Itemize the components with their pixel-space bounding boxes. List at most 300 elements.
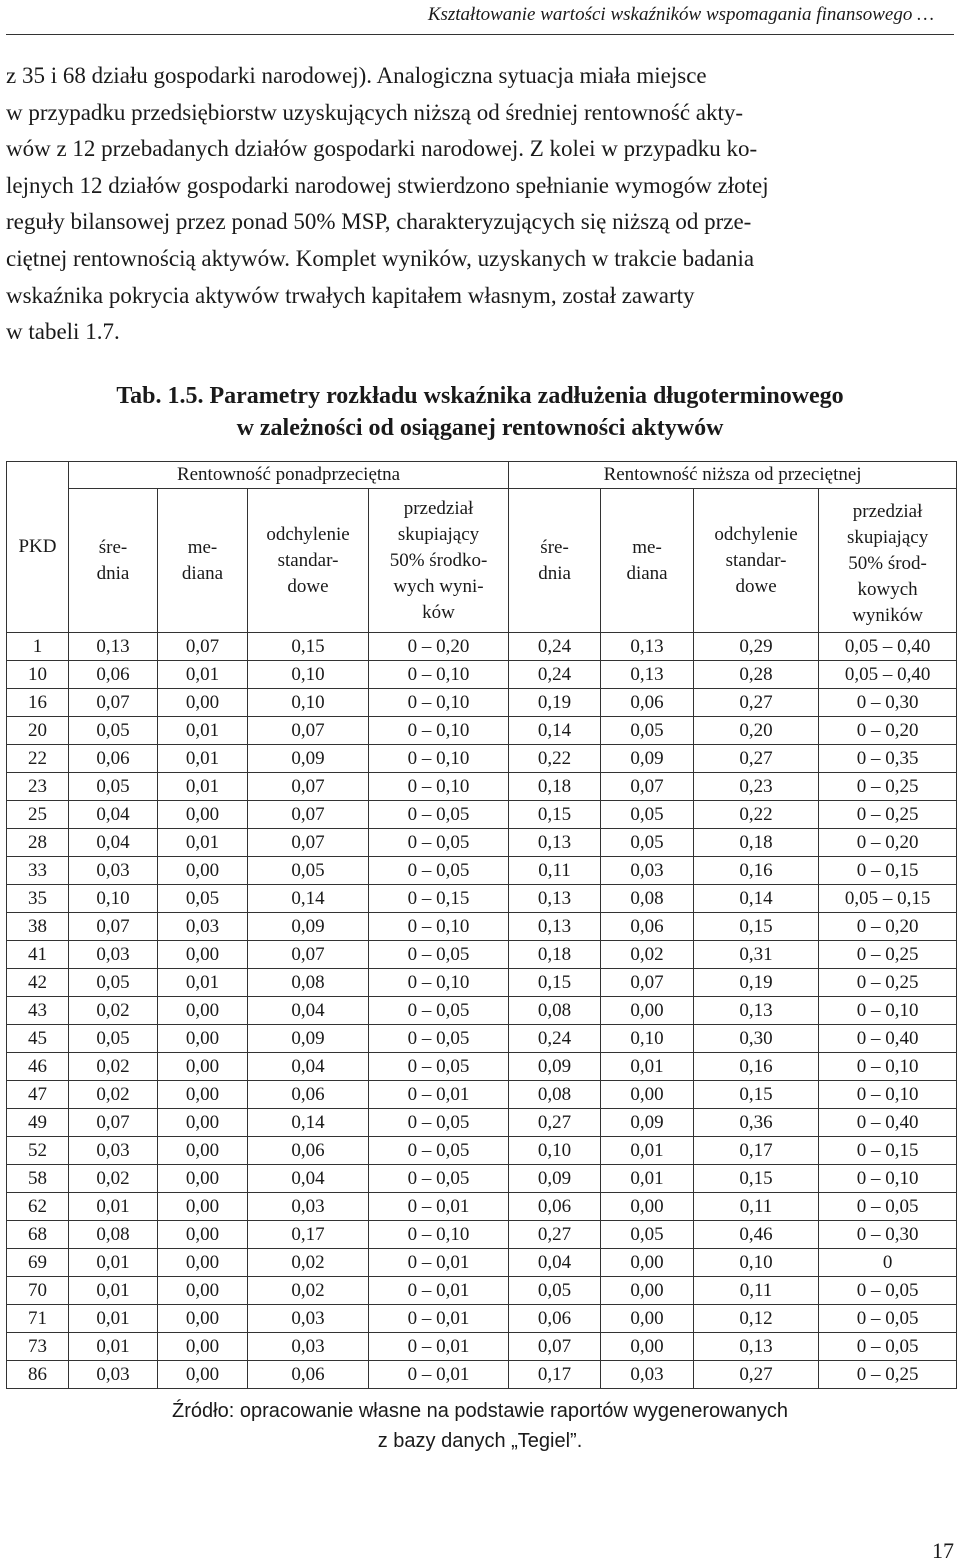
table-row (7, 1109, 957, 1137)
page-number: 17 (932, 1538, 954, 1563)
pkd-cell: 23 (7, 773, 69, 801)
value-cell: 0 – 0,05 (819, 1277, 957, 1305)
header-group-below-average: Rentowność niższa od przeciętnej (509, 462, 957, 489)
value-cell: 0,22 (509, 745, 601, 773)
source-line: Źródło: opracowanie własne na podstawie raportów wygenerowanych (172, 1400, 788, 1422)
value-cell: 0,07 (509, 1333, 601, 1361)
value-cell: 0,17 (509, 1361, 601, 1389)
table-row (7, 857, 957, 885)
value-cell: 0,01 (158, 969, 248, 997)
pkd-cell: 22 (7, 745, 69, 773)
value-cell: 0,00 (601, 997, 694, 1025)
value-cell: 0,10 (248, 661, 369, 689)
value-cell: 0 – 0,01 (369, 1361, 509, 1389)
pkd-cell: 16 (7, 689, 69, 717)
caption-line: Tab. 1.5. Parametry rozkładu wskaźnika zadłużenia długoterminowego (116, 383, 844, 409)
pkd-cell: 20 (7, 717, 69, 745)
value-cell: 0,27 (694, 745, 819, 773)
value-cell: 0,08 (509, 997, 601, 1025)
table-row (7, 1305, 957, 1333)
value-cell: 0,28 (694, 661, 819, 689)
value-cell: 0 – 0,25 (819, 941, 957, 969)
value-cell: 0,08 (601, 885, 694, 913)
value-cell: 0,00 (158, 1025, 248, 1053)
value-cell: 0,30 (694, 1025, 819, 1053)
pkd-cell: 35 (7, 885, 69, 913)
pkd-cell: 45 (7, 1025, 69, 1053)
value-cell: 0,10 (69, 885, 158, 913)
value-cell: 0,13 (694, 1333, 819, 1361)
value-cell: 0,14 (694, 885, 819, 913)
value-cell: 0 – 0,10 (369, 773, 509, 801)
value-cell: 0,08 (69, 1221, 158, 1249)
value-cell: 0,10 (601, 1025, 694, 1053)
value-cell: 0,02 (69, 1053, 158, 1081)
pkd-cell: 62 (7, 1193, 69, 1221)
value-cell: 0,11 (694, 1277, 819, 1305)
value-cell: 0,01 (158, 773, 248, 801)
table-row (7, 773, 957, 801)
value-cell: 0,31 (694, 941, 819, 969)
value-cell: 0 – 0,10 (819, 997, 957, 1025)
value-cell: 0,07 (69, 913, 158, 941)
value-cell: 0,00 (158, 1361, 248, 1389)
value-cell: 0 – 0,10 (819, 1053, 957, 1081)
value-cell: 0,09 (601, 1109, 694, 1137)
value-cell: 0,15 (694, 913, 819, 941)
pkd-cell: 33 (7, 857, 69, 885)
value-cell: 0,00 (158, 1249, 248, 1277)
header-interval: przedział skupiający 50% środ- kowych wyników (819, 489, 957, 633)
value-cell: 0,01 (69, 1193, 158, 1221)
value-cell: 0,19 (509, 689, 601, 717)
pkd-cell: 86 (7, 1361, 69, 1389)
value-cell: 0,06 (69, 661, 158, 689)
header-median: me- diana (601, 489, 694, 633)
value-cell: 0 – 0,05 (819, 1305, 957, 1333)
value-cell: 0,09 (509, 1165, 601, 1193)
value-cell: 0,11 (509, 857, 601, 885)
table-row (7, 913, 957, 941)
value-cell: 0,24 (509, 633, 601, 661)
value-cell: 0,02 (69, 1081, 158, 1109)
source-note (0, 1396, 960, 1456)
value-cell: 0,01 (69, 1249, 158, 1277)
value-cell: 0,18 (509, 941, 601, 969)
value-cell: 0,27 (694, 689, 819, 717)
value-cell: 0,06 (248, 1361, 369, 1389)
pkd-cell: 68 (7, 1221, 69, 1249)
table-row (7, 969, 957, 997)
value-cell: 0,01 (601, 1137, 694, 1165)
value-cell: 0,01 (158, 717, 248, 745)
header-interval: przedział skupiający 50% środko- wych wyni- ków (369, 489, 509, 633)
table-row (7, 1249, 957, 1277)
value-cell: 0 – 0,25 (819, 801, 957, 829)
value-cell: 0 – 0,10 (369, 745, 509, 773)
table-row (7, 1137, 957, 1165)
value-cell: 0 – 0,10 (819, 1081, 957, 1109)
table-row (7, 1025, 957, 1053)
value-cell: 0,02 (69, 997, 158, 1025)
table-row (7, 997, 957, 1025)
value-cell: 0,03 (601, 1361, 694, 1389)
value-cell: 0,05 (69, 969, 158, 997)
body-line: reguły bilansowej przez ponad 50% MSP, charakteryzujących się niższą od prze- (6, 209, 752, 235)
value-cell: 0,06 (601, 913, 694, 941)
value-cell: 0,09 (248, 1025, 369, 1053)
value-cell: 0,04 (248, 1053, 369, 1081)
value-cell: 0,13 (509, 829, 601, 857)
value-cell: 0 – 0,01 (369, 1249, 509, 1277)
table-row (7, 941, 957, 969)
pkd-cell: 73 (7, 1333, 69, 1361)
value-cell: 0,13 (601, 661, 694, 689)
value-cell: 0,00 (158, 997, 248, 1025)
source-line: z bazy danych „Tegiel”. (377, 1430, 583, 1452)
value-cell: 0,46 (694, 1221, 819, 1249)
value-cell: 0,01 (69, 1305, 158, 1333)
header-mean: śre- dnia (69, 489, 158, 633)
value-cell: 0,07 (601, 969, 694, 997)
value-cell: 0,00 (158, 689, 248, 717)
body-line: ciętnej rentownością aktywów. Komplet wyników, uzyskanych w trakcie badania (6, 245, 755, 271)
value-cell: 0,00 (158, 1333, 248, 1361)
value-cell: 0,00 (601, 1193, 694, 1221)
value-cell: 0,09 (509, 1053, 601, 1081)
value-cell: 0,03 (248, 1333, 369, 1361)
pkd-cell: 1 (7, 633, 69, 661)
pkd-cell: 43 (7, 997, 69, 1025)
value-cell: 0 – 0,10 (819, 1165, 957, 1193)
value-cell: 0,01 (601, 1165, 694, 1193)
value-cell: 0,01 (158, 829, 248, 857)
value-cell: 0 – 0,05 (819, 1333, 957, 1361)
pkd-cell: 38 (7, 913, 69, 941)
table-row (7, 1053, 957, 1081)
value-cell: 0 – 0,05 (369, 1165, 509, 1193)
value-cell: 0,15 (248, 633, 369, 661)
value-cell: 0,22 (694, 801, 819, 829)
header-median: me- diana (158, 489, 248, 633)
value-cell: 0,05 (601, 717, 694, 745)
body-line: w przypadku przedsiębiorstw uzyskujących niższą od średniej rentowność akty- (6, 99, 744, 125)
value-cell: 0 – 0,05 (819, 1193, 957, 1221)
value-cell: 0,00 (158, 1277, 248, 1305)
pkd-cell: 71 (7, 1305, 69, 1333)
value-cell: 0 – 0,35 (819, 745, 957, 773)
value-cell: 0,05 – 0,15 (819, 885, 957, 913)
value-cell: 0,04 (69, 801, 158, 829)
value-cell: 0 – 0,01 (369, 1193, 509, 1221)
value-cell: 0,00 (158, 1137, 248, 1165)
value-cell: 0,15 (509, 801, 601, 829)
pkd-cell: 47 (7, 1081, 69, 1109)
value-cell: 0,01 (69, 1333, 158, 1361)
value-cell: 0,00 (158, 1165, 248, 1193)
value-cell: 0,27 (509, 1109, 601, 1137)
value-cell: 0,01 (69, 1277, 158, 1305)
table-row (7, 689, 957, 717)
value-cell: 0,13 (601, 633, 694, 661)
table-row (7, 1081, 957, 1109)
pkd-cell: 41 (7, 941, 69, 969)
body-line-last: w tabeli 1.7. (6, 319, 120, 345)
value-cell: 0,01 (601, 1053, 694, 1081)
value-cell: 0 – 0,40 (819, 1025, 957, 1053)
statistics-table (6, 461, 957, 1389)
value-cell: 0,27 (694, 1361, 819, 1389)
pkd-cell: 10 (7, 661, 69, 689)
value-cell: 0,00 (158, 1305, 248, 1333)
value-cell: 0,00 (158, 857, 248, 885)
value-cell: 0 – 0,05 (369, 1053, 509, 1081)
value-cell: 0,00 (158, 1221, 248, 1249)
body-line: z 35 i 68 działu gospodarki narodowej). Analogiczna sytuacja miała miejsce (6, 63, 707, 88)
value-cell: 0 – 0,20 (819, 829, 957, 857)
value-cell: 0,19 (694, 969, 819, 997)
caption-line: w zależności od osiąganej rentowności aktywów (236, 415, 724, 441)
value-cell: 0,10 (248, 689, 369, 717)
value-cell: 0,23 (694, 773, 819, 801)
value-cell: 0 – 0,20 (819, 717, 957, 745)
pkd-cell: 46 (7, 1053, 69, 1081)
value-cell: 0 – 0,10 (369, 717, 509, 745)
value-cell: 0,04 (509, 1249, 601, 1277)
value-cell: 0,05 (601, 1221, 694, 1249)
table-row (7, 1165, 957, 1193)
value-cell: 0,07 (69, 689, 158, 717)
pkd-cell: 49 (7, 1109, 69, 1137)
value-cell: 0 – 0,10 (369, 1221, 509, 1249)
value-cell: 0,00 (601, 1277, 694, 1305)
value-cell: 0,13 (69, 633, 158, 661)
value-cell: 0,07 (158, 633, 248, 661)
value-cell: 0,03 (601, 857, 694, 885)
value-cell: 0,04 (248, 997, 369, 1025)
body-line: lejnych 12 działów gospodarki narodowej stwierdzono spełnianie wymogów złotej (6, 172, 769, 198)
value-cell: 0,00 (158, 1109, 248, 1137)
value-cell: 0,00 (158, 1081, 248, 1109)
value-cell: 0,03 (69, 941, 158, 969)
value-cell: 0 – 0,01 (369, 1333, 509, 1361)
pkd-cell: 52 (7, 1137, 69, 1165)
value-cell: 0,13 (509, 885, 601, 913)
value-cell: 0 – 0,01 (369, 1305, 509, 1333)
value-cell: 0 – 0,20 (369, 633, 509, 661)
value-cell: 0,05 (509, 1277, 601, 1305)
value-cell: 0,04 (69, 829, 158, 857)
value-cell: 0 – 0,25 (819, 1361, 957, 1389)
body-line: wskaźnika pokrycia aktywów trwałych kapitałem własnym, został zawarty (6, 282, 695, 308)
table-row (7, 829, 957, 857)
value-cell: 0,00 (158, 1053, 248, 1081)
body-paragraph (6, 58, 954, 351)
value-cell: 0,03 (158, 913, 248, 941)
value-cell: 0,02 (248, 1249, 369, 1277)
value-cell: 0,02 (69, 1165, 158, 1193)
value-cell: 0,15 (694, 1081, 819, 1109)
value-cell: 0,08 (509, 1081, 601, 1109)
value-cell: 0 – 0,10 (369, 969, 509, 997)
value-cell: 0,02 (601, 941, 694, 969)
table-row (7, 1193, 957, 1221)
value-cell: 0 – 0,25 (819, 773, 957, 801)
value-cell: 0,02 (248, 1277, 369, 1305)
table-row (7, 1333, 957, 1361)
value-cell: 0 – 0,10 (369, 689, 509, 717)
table-body (7, 633, 957, 1389)
value-cell: 0,15 (694, 1165, 819, 1193)
value-cell: 0,00 (601, 1333, 694, 1361)
value-cell: 0,00 (158, 941, 248, 969)
pkd-cell: 28 (7, 829, 69, 857)
pkd-cell: 58 (7, 1165, 69, 1193)
value-cell: 0,05 (601, 829, 694, 857)
header-std-dev: odchylenie standar- dowe (694, 489, 819, 633)
value-cell: 0 – 0,05 (369, 801, 509, 829)
value-cell: 0,07 (69, 1109, 158, 1137)
value-cell: 0 – 0,30 (819, 1221, 957, 1249)
pkd-cell: 42 (7, 969, 69, 997)
value-cell: 0,06 (601, 689, 694, 717)
value-cell: 0 – 0,05 (369, 997, 509, 1025)
value-cell: 0,18 (694, 829, 819, 857)
header-mean: śre- dnia (509, 489, 601, 633)
value-cell: 0,07 (601, 773, 694, 801)
value-cell: 0,07 (248, 829, 369, 857)
value-cell: 0,06 (509, 1193, 601, 1221)
value-cell: 0 – 0,05 (369, 1025, 509, 1053)
value-cell: 0,27 (509, 1221, 601, 1249)
table-row (7, 1221, 957, 1249)
value-cell: 0,10 (694, 1249, 819, 1277)
value-cell: 0,00 (601, 1081, 694, 1109)
pkd-cell: 70 (7, 1277, 69, 1305)
value-cell: 0 (819, 1249, 957, 1277)
value-cell: 0 – 0,15 (369, 885, 509, 913)
value-cell: 0,36 (694, 1109, 819, 1137)
value-cell: 0 – 0,40 (819, 1109, 957, 1137)
value-cell: 0,18 (509, 773, 601, 801)
value-cell: 0,07 (248, 773, 369, 801)
value-cell: 0,29 (694, 633, 819, 661)
value-cell: 0,20 (694, 717, 819, 745)
value-cell: 0,05 – 0,40 (819, 633, 957, 661)
value-cell: 0,03 (248, 1193, 369, 1221)
value-cell: 0 – 0,05 (369, 1137, 509, 1165)
value-cell: 0,10 (509, 1137, 601, 1165)
value-cell: 0,06 (509, 1305, 601, 1333)
table-row (7, 1361, 957, 1389)
value-cell: 0,00 (601, 1249, 694, 1277)
value-cell: 0,00 (158, 801, 248, 829)
value-cell: 0,01 (158, 745, 248, 773)
value-cell: 0,17 (694, 1137, 819, 1165)
value-cell: 0,09 (248, 745, 369, 773)
value-cell: 0,05 (69, 717, 158, 745)
value-cell: 0,05 (69, 1025, 158, 1053)
value-cell: 0,14 (248, 885, 369, 913)
value-cell: 0,03 (69, 1361, 158, 1389)
value-cell: 0,01 (158, 661, 248, 689)
value-cell: 0 – 0,01 (369, 1081, 509, 1109)
value-cell: 0,05 (158, 885, 248, 913)
value-cell: 0,12 (694, 1305, 819, 1333)
value-cell: 0 – 0,20 (819, 913, 957, 941)
value-cell: 0,09 (601, 745, 694, 773)
value-cell: 0,14 (509, 717, 601, 745)
running-header: Kształtowanie wartości wskaźników wspomagania finansowego … (427, 4, 934, 25)
value-cell: 0 – 0,05 (369, 1109, 509, 1137)
table-caption (0, 380, 960, 444)
pkd-cell: 25 (7, 801, 69, 829)
value-cell: 0,13 (694, 997, 819, 1025)
value-cell: 0,15 (509, 969, 601, 997)
table-row (7, 661, 957, 689)
value-cell: 0 – 0,10 (369, 661, 509, 689)
value-cell: 0,06 (248, 1137, 369, 1165)
table-row (7, 745, 957, 773)
value-cell: 0 – 0,05 (369, 829, 509, 857)
value-cell: 0,00 (158, 1193, 248, 1221)
value-cell: 0 – 0,05 (369, 941, 509, 969)
value-cell: 0,08 (248, 969, 369, 997)
header-pkd: PKD (7, 462, 69, 633)
value-cell: 0 – 0,25 (819, 969, 957, 997)
table-row (7, 717, 957, 745)
value-cell: 0,03 (69, 1137, 158, 1165)
value-cell: 0,16 (694, 1053, 819, 1081)
value-cell: 0 – 0,05 (369, 857, 509, 885)
value-cell: 0,06 (248, 1081, 369, 1109)
value-cell: 0 – 0,10 (369, 913, 509, 941)
value-cell: 0,07 (248, 941, 369, 969)
value-cell: 0,11 (694, 1193, 819, 1221)
header-group-above-average: Rentowność ponadprzeciętna (69, 462, 509, 489)
value-cell: 0,16 (694, 857, 819, 885)
table-row (7, 801, 957, 829)
value-cell: 0,00 (601, 1305, 694, 1333)
value-cell: 0 – 0,15 (819, 1137, 957, 1165)
table-row (7, 885, 957, 913)
value-cell: 0 – 0,01 (369, 1277, 509, 1305)
header-std-dev: odchylenie standar- dowe (248, 489, 369, 633)
header-rule (6, 34, 954, 35)
value-cell: 0,04 (248, 1165, 369, 1193)
value-cell: 0,05 – 0,40 (819, 661, 957, 689)
value-cell: 0,07 (248, 717, 369, 745)
value-cell: 0,09 (248, 913, 369, 941)
value-cell: 0,06 (69, 745, 158, 773)
value-cell: 0,05 (69, 773, 158, 801)
value-cell: 0,03 (248, 1305, 369, 1333)
value-cell: 0,07 (248, 801, 369, 829)
body-line: wów z 12 przebadanych działów gospodarki narodowej. Z kolei w przypadku ko- (6, 136, 758, 162)
value-cell: 0 – 0,15 (819, 857, 957, 885)
value-cell: 0,03 (69, 857, 158, 885)
value-cell: 0,05 (248, 857, 369, 885)
value-cell: 0,05 (601, 801, 694, 829)
table-row (7, 633, 957, 661)
table-row (7, 1277, 957, 1305)
value-cell: 0 – 0,30 (819, 689, 957, 717)
value-cell: 0,14 (248, 1109, 369, 1137)
value-cell: 0,13 (509, 913, 601, 941)
value-cell: 0,24 (509, 1025, 601, 1053)
value-cell: 0,17 (248, 1221, 369, 1249)
value-cell: 0,24 (509, 661, 601, 689)
